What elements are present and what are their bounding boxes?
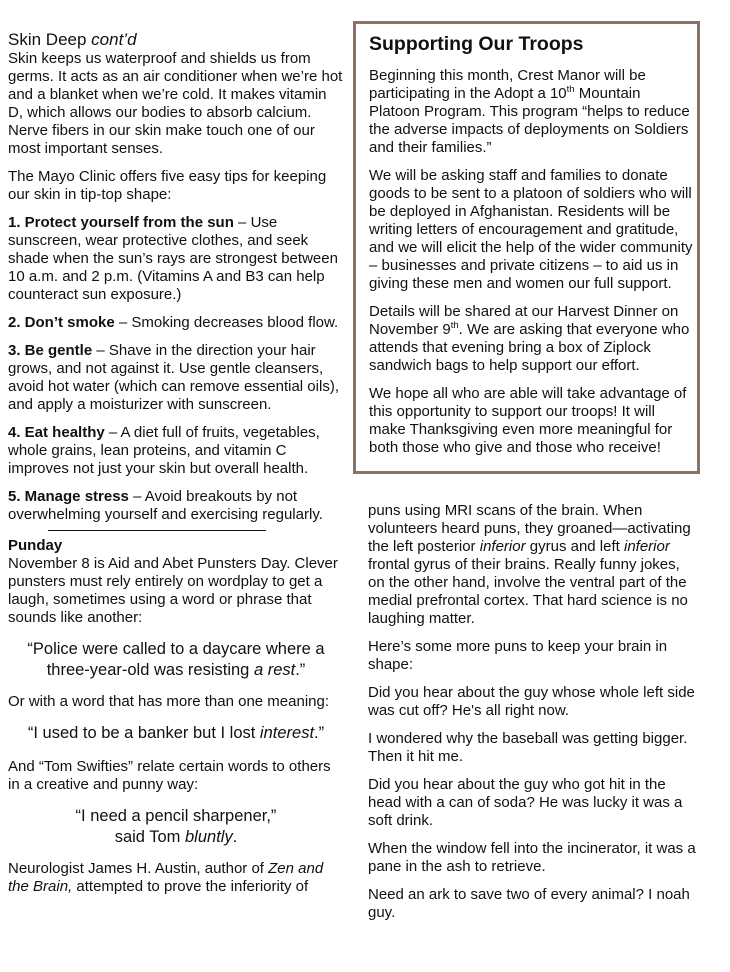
austin-part: attempted to prove the inferiority of xyxy=(72,878,309,895)
skin-intro: Skin keeps us waterproof and shields us from germs. It acts as an air conditioner when we’re hot and a blanket when we’re cold. It makes vitamin D, which allows our bodies to absorb calcium. Nerve fibers in our skin make touch one of our most important senses. xyxy=(8,50,343,157)
quote-emphasis: a rest xyxy=(253,661,296,679)
tip-heading: 4. Eat healthy xyxy=(8,424,105,441)
heading-contd: cont’d xyxy=(91,30,137,49)
quote-text: “I used to be a banker but I lost xyxy=(27,724,260,742)
tip-heading: 3. Be gentle xyxy=(8,342,93,359)
quote-text: “Police were called to a daycare where a three-year-old was resisting xyxy=(27,640,325,679)
tip-text: – Avoid breakouts by not overwhelming yourself and exercising regularly. xyxy=(8,488,323,523)
punday-heading: Punday xyxy=(8,537,63,554)
quote-end: .” xyxy=(314,724,325,742)
quote-end: . xyxy=(232,828,238,846)
tip-4 xyxy=(8,424,344,478)
mayo-intro: The Mayo Clinic offers five easy tips for keeping our skin in tip-top shape: xyxy=(8,168,327,203)
left-column xyxy=(8,30,344,906)
pun-item: When the window fell into the incinerator, it was a pane in the ash to retrieve. xyxy=(368,840,696,875)
troops-paragraph-3 xyxy=(369,303,695,375)
tip-3 xyxy=(8,342,344,414)
book-title: Zen and the Brain, xyxy=(8,860,324,895)
multi-meaning-text: Or with a word that has more than one meaning: xyxy=(8,693,330,710)
quote-end: .” xyxy=(295,661,306,679)
troops-paragraph-1 xyxy=(369,67,695,157)
pun-item: Need an ark to save two of every animal? I noah guy. xyxy=(368,886,690,921)
text-part: Beginning this month, Crest Manor will be participating in the Adopt a 10 xyxy=(369,67,646,102)
quote-banker xyxy=(8,723,344,744)
tom-swifties-text: And “Tom Swifties” relate certain words to others in a creative and punny way: xyxy=(8,758,331,793)
quote-pencil xyxy=(8,806,344,848)
tip-heading: 2. Don’t smoke xyxy=(8,314,115,331)
right-column xyxy=(368,502,698,932)
troops-heading: Supporting Our Troops xyxy=(369,33,584,55)
text-part: . We are asking that everyone who attends that evening bring a box of Ziplock sandwich bags to help support our effort. xyxy=(369,321,690,374)
troops-paragraph-4: We hope all who are able will take advantage of this opportunity to support our troops! It will make Thanksgiving even more meaningful for both those who give and those who receive! xyxy=(369,385,687,456)
skin-deep-heading xyxy=(8,30,344,50)
supporting-troops-box xyxy=(353,21,700,474)
heading-main: Skin Deep xyxy=(8,30,87,49)
tip-5 xyxy=(8,488,344,524)
emphasis: inferior xyxy=(623,538,670,555)
tip-1 xyxy=(8,214,344,304)
pun-item: Did you hear about the guy who got hit in the head with a can of soda? He was lucky it was a soft drink. xyxy=(368,776,683,829)
tip-text: – Shave in the direction your hair grows, and not against it. Use gentle cleansers, avoid hot water (which can remove essential oils), and apply a moisturizer with sunscreen. xyxy=(8,342,339,413)
section-divider xyxy=(48,530,266,531)
text-part: Details will be shared at our Harvest Dinner on November 9 xyxy=(369,303,679,338)
pun-item: Did you hear about the guy whose whole left side was cut off? He's all right now. xyxy=(368,684,695,719)
mri-continuation xyxy=(368,502,698,628)
pun-item: I wondered why the baseball was getting bigger. Then it hit me. xyxy=(368,730,688,765)
text-part: gyrus and left xyxy=(525,538,624,555)
more-puns-intro: Here’s some more puns to keep your brain in shape: xyxy=(368,638,668,673)
text-part: frontal gyrus of their brains. Really funny jokes, on the other hand, involve the ventral part of the medial prefrontal cortex. That hard science is no laughing matter. xyxy=(368,556,688,627)
ordinal-suffix: th xyxy=(566,84,575,95)
tip-2 xyxy=(8,314,344,332)
tip-text: – Smoking decreases blood flow. xyxy=(114,314,339,331)
punday-intro: November 8 is Aid and Abet Punsters Day. Clever punsters must rely entirely on wordplay to get a laugh, sometimes using a word or phrase that sounds like another: xyxy=(8,555,338,626)
quote-daycare xyxy=(8,639,344,681)
quote-emphasis: bluntly xyxy=(185,828,233,846)
text-part: puns using MRI scans of the brain. When volunteers heard puns, they groaned—activating the left posterior xyxy=(368,502,691,555)
troops-paragraph-2: We will be asking staff and families to donate goods to be sent to a platoon of soldiers who will be deployed in Afghanistan. Residents will be writing letters of encouragement and gratitude, and we will elicit the help of the wider community – businesses and private citizens – to aid us in giving these men and women our full support. xyxy=(369,167,693,292)
quote-text: said Tom xyxy=(114,828,185,846)
ordinal-suffix: th xyxy=(450,320,459,331)
quote-emphasis: interest xyxy=(259,724,315,742)
tip-text: – Use sunscreen, wear protective clothes, and seek shade when the sun’s rays are strongest between 10 a.m. and 2 p.m. (Vitamins A and B3 can help counteract sun exposure.) xyxy=(8,214,338,303)
text-part: Mountain Platoon Program. This program “helps to reduce the adverse impacts of deployments on Soldiers and their families.” xyxy=(369,85,690,156)
tip-heading: 1. Protect yourself from the sun xyxy=(8,214,234,231)
emphasis: inferior xyxy=(479,538,526,555)
quote-line: “I need a pencil sharpener,” xyxy=(75,807,277,825)
austin-part: Neurologist James H. Austin, author of xyxy=(8,860,269,877)
austin-text xyxy=(8,860,344,896)
tip-text: – A diet full of fruits, vegetables, whole grains, lean proteins, and vitamin C improves not just your skin but overall health. xyxy=(8,424,320,477)
tip-heading: 5. Manage stress xyxy=(8,488,129,505)
